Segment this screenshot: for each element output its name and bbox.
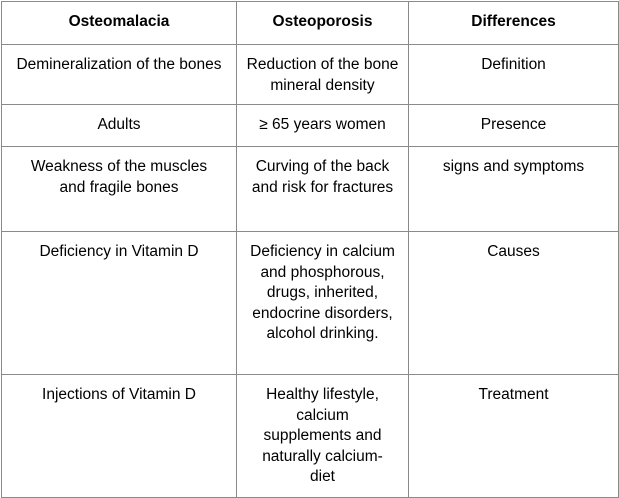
cell-osteomalacia: Weakness of the muscles and fragile bones [2, 147, 237, 232]
table-row [2, 375, 619, 498]
cell-osteomalacia: Deficiency in Vitamin D [2, 232, 237, 375]
cell-osteomalacia: Adults [2, 105, 237, 147]
cell-difference: Presence [409, 105, 619, 147]
cell-difference: Causes [409, 232, 619, 375]
header-differences: Differences [409, 2, 619, 45]
cell-osteoporosis: ≥ 65 years women [237, 105, 409, 147]
table-row [2, 45, 619, 105]
comparison-table [1, 1, 619, 498]
cell-osteoporosis: Healthy lifestyle, calcium supplements and naturally calcium-diet [237, 375, 409, 498]
table-row [2, 232, 619, 375]
cell-osteoporosis: Deficiency in calcium and phosphorous, drugs, inherited, endocrine disorders, alcohol drinking. [237, 232, 409, 375]
cell-osteoporosis: Reduction of the bone mineral density [237, 45, 409, 105]
cell-osteomalacia: Demineralization of the bones [2, 45, 237, 105]
cell-difference: Treatment [409, 375, 619, 498]
cell-difference: Definition [409, 45, 619, 105]
cell-osteomalacia: Injections of Vitamin D [2, 375, 237, 498]
table-row [2, 147, 619, 232]
header-osteomalacia: Osteomalacia [2, 2, 237, 45]
header-osteoporosis: Osteoporosis [237, 2, 409, 45]
cell-osteoporosis: Curving of the back and risk for fractures [237, 147, 409, 232]
cell-difference: signs and symptoms [409, 147, 619, 232]
table-row [2, 105, 619, 147]
table-header-row [2, 2, 619, 45]
